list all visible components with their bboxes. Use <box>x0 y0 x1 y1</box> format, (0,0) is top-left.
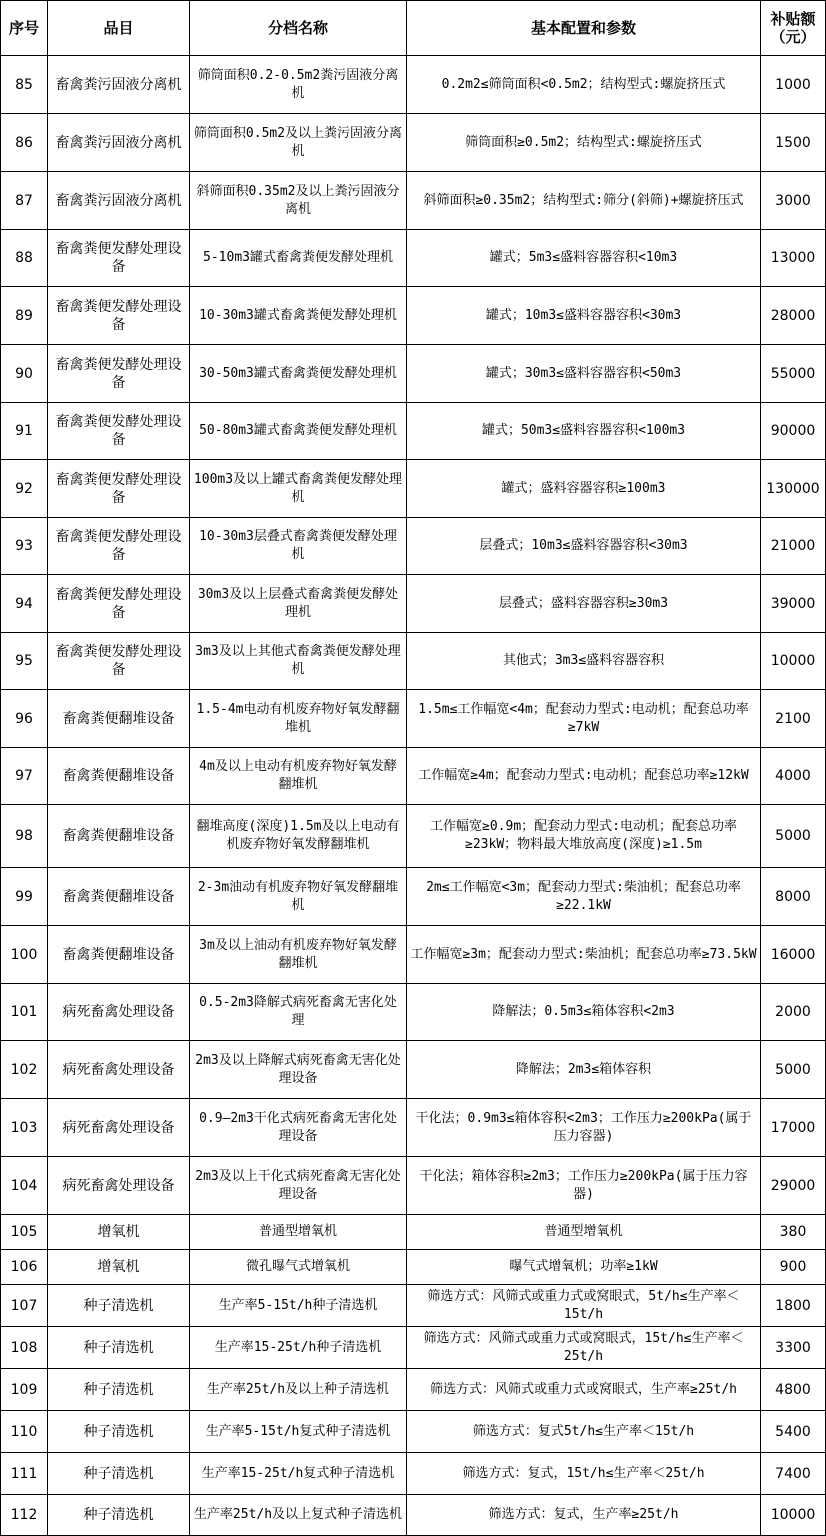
row-spec: 筛选方式：复式，生产率≥25t/h <box>407 1495 761 1536</box>
row-spec: 工作幅宽≥4m；配套动力型式:电动机；配套总功率≥12kW <box>407 748 761 805</box>
table-row <box>1 1250 826 1285</box>
table-row <box>1 460 826 518</box>
row-subsidy-amount: 2000 <box>761 984 826 1041</box>
table-row <box>1 1157 826 1215</box>
row-spec: 筛选方式：风筛式或重力式或窝眼式，生产率≥25t/h <box>407 1369 761 1411</box>
row-tier-name: 0.9—2m3干化式病死畜禽无害化处理设备 <box>190 1099 407 1157</box>
row-subsidy-amount: 10000 <box>761 633 826 690</box>
row-item: 种子清选机 <box>48 1453 190 1495</box>
row-spec: 罐式；盛料容器容积≥100m3 <box>407 460 761 518</box>
row-item: 种子清选机 <box>48 1285 190 1327</box>
row-item: 畜禽粪便发酵处理设备 <box>48 345 190 403</box>
table-row <box>1 56 826 114</box>
row-spec: 降解法；0.5m3≤箱体容积<2m3 <box>407 984 761 1041</box>
row-subsidy-amount: 21000 <box>761 518 826 575</box>
row-tier-name: 生产率5-15t/h复式种子清选机 <box>190 1411 407 1453</box>
row-tier-name: 10-30m3罐式畜禽粪便发酵处理机 <box>190 287 407 345</box>
table-row <box>1 518 826 575</box>
row-tier-name: 2m3及以上干化式病死畜禽无害化处理设备 <box>190 1157 407 1215</box>
row-item: 畜禽粪便发酵处理设备 <box>48 633 190 690</box>
row-item: 病死畜禽处理设备 <box>48 1041 190 1099</box>
row-spec: 罐式；10m3≤盛料容器容积<30m3 <box>407 287 761 345</box>
table-row <box>1 1099 826 1157</box>
row-number: 90 <box>1 345 48 403</box>
table-row <box>1 172 826 230</box>
row-spec: 层叠式；10m3≤盛料容器容积<30m3 <box>407 518 761 575</box>
row-number: 93 <box>1 518 48 575</box>
row-subsidy-amount: 3300 <box>761 1327 826 1369</box>
row-number: 103 <box>1 1099 48 1157</box>
row-item: 畜禽粪便发酵处理设备 <box>48 460 190 518</box>
row-subsidy-amount: 1500 <box>761 114 826 172</box>
row-subsidy-amount: 17000 <box>761 1099 826 1157</box>
row-tier-name: 筛筒面积0.5m2及以上粪污固液分离机 <box>190 114 407 172</box>
table-row <box>1 984 826 1041</box>
row-number: 91 <box>1 403 48 460</box>
row-number: 112 <box>1 1495 48 1536</box>
row-number: 99 <box>1 868 48 926</box>
row-item: 畜禽粪污固液分离机 <box>48 172 190 230</box>
row-spec: 工作幅宽≥0.9m；配套动力型式:电动机；配套总功率≥23kW；物料最大堆放高度(深度)≥1.5m <box>407 805 761 868</box>
row-tier-name: 3m3及以上其他式畜禽粪便发酵处理机 <box>190 633 407 690</box>
table-row <box>1 1327 826 1369</box>
row-tier-name: 微孔曝气式增氧机 <box>190 1250 407 1285</box>
row-spec: 罐式；50m3≤盛料容器容积<100m3 <box>407 403 761 460</box>
row-item: 畜禽粪便翻堆设备 <box>48 748 190 805</box>
row-number: 97 <box>1 748 48 805</box>
header-row <box>1 1 826 56</box>
row-number: 85 <box>1 56 48 114</box>
row-number: 107 <box>1 1285 48 1327</box>
row-item: 种子清选机 <box>48 1327 190 1369</box>
row-subsidy-amount: 28000 <box>761 287 826 345</box>
table-row <box>1 748 826 805</box>
row-subsidy-amount: 10000 <box>761 1495 826 1536</box>
row-tier-name: 50-80m3罐式畜禽粪便发酵处理机 <box>190 403 407 460</box>
row-number: 92 <box>1 460 48 518</box>
header-no: 序号 <box>1 1 48 56</box>
row-number: 100 <box>1 926 48 984</box>
row-item: 畜禽粪便翻堆设备 <box>48 690 190 748</box>
row-tier-name: 30m3及以上层叠式畜禽粪便发酵处理机 <box>190 575 407 633</box>
row-spec: 罐式；30m3≤盛料容器容积<50m3 <box>407 345 761 403</box>
row-subsidy-amount: 7400 <box>761 1453 826 1495</box>
row-number: 105 <box>1 1215 48 1250</box>
row-subsidy-amount: 1800 <box>761 1285 826 1327</box>
row-number: 96 <box>1 690 48 748</box>
row-spec: 降解法；2m3≤箱体容积 <box>407 1041 761 1099</box>
row-tier-name: 5-10m3罐式畜禽粪便发酵处理机 <box>190 230 407 287</box>
row-item: 病死畜禽处理设备 <box>48 1157 190 1215</box>
row-number: 102 <box>1 1041 48 1099</box>
row-number: 101 <box>1 984 48 1041</box>
row-number: 89 <box>1 287 48 345</box>
row-spec: 2m≤工作幅宽<3m；配套动力型式:柴油机；配套总功率≥22.1kW <box>407 868 761 926</box>
row-subsidy-amount: 130000 <box>761 460 826 518</box>
table-body <box>1 56 826 1536</box>
row-item: 种子清选机 <box>48 1369 190 1411</box>
row-item: 病死畜禽处理设备 <box>48 1099 190 1157</box>
row-spec: 筛选方式：风筛式或重力式或窝眼式，15t/h≤生产率＜25t/h <box>407 1327 761 1369</box>
row-number: 109 <box>1 1369 48 1411</box>
table-row <box>1 345 826 403</box>
table-row <box>1 1495 826 1536</box>
row-number: 88 <box>1 230 48 287</box>
row-spec: 1.5m≤工作幅宽<4m；配套动力型式:电动机；配套总功率≥7kW <box>407 690 761 748</box>
row-item: 增氧机 <box>48 1250 190 1285</box>
row-tier-name: 生产率25t/h及以上种子清选机 <box>190 1369 407 1411</box>
row-spec: 筛选方式：复式，15t/h≤生产率＜25t/h <box>407 1453 761 1495</box>
table-row <box>1 287 826 345</box>
row-spec: 筛选方式：复式5t/h≤生产率＜15t/h <box>407 1411 761 1453</box>
table-row <box>1 1041 826 1099</box>
row-subsidy-amount: 5000 <box>761 805 826 868</box>
row-item: 畜禽粪便发酵处理设备 <box>48 230 190 287</box>
table-row <box>1 868 826 926</box>
row-tier-name: 10-30m3层叠式畜禽粪便发酵处理机 <box>190 518 407 575</box>
row-number: 106 <box>1 1250 48 1285</box>
row-number: 86 <box>1 114 48 172</box>
row-subsidy-amount: 4800 <box>761 1369 826 1411</box>
row-item: 畜禽粪便发酵处理设备 <box>48 403 190 460</box>
row-number: 98 <box>1 805 48 868</box>
row-subsidy-amount: 5400 <box>761 1411 826 1453</box>
row-spec: 干化法；箱体容积≥2m3；工作压力≥200kPa(属于压力容器) <box>407 1157 761 1215</box>
table-row <box>1 690 826 748</box>
row-tier-name: 100m3及以上罐式畜禽粪便发酵处理机 <box>190 460 407 518</box>
row-item: 畜禽粪污固液分离机 <box>48 56 190 114</box>
row-subsidy-amount: 380 <box>761 1215 826 1250</box>
row-tier-name: 生产率15-25t/h复式种子清选机 <box>190 1453 407 1495</box>
row-number: 111 <box>1 1453 48 1495</box>
row-subsidy-amount: 3000 <box>761 172 826 230</box>
table-row <box>1 230 826 287</box>
table-row <box>1 1215 826 1250</box>
header-tier: 分档名称 <box>190 1 407 56</box>
row-tier-name: 翻堆高度(深度)1.5m及以上电动有机废弃物好氧发酵翻堆机 <box>190 805 407 868</box>
header-item: 品目 <box>48 1 190 56</box>
row-subsidy-amount: 39000 <box>761 575 826 633</box>
row-item: 畜禽粪便翻堆设备 <box>48 805 190 868</box>
row-tier-name: 生产率5-15t/h种子清选机 <box>190 1285 407 1327</box>
row-subsidy-amount: 900 <box>761 1250 826 1285</box>
header-spec: 基本配置和参数 <box>407 1 761 56</box>
row-subsidy-amount: 1000 <box>761 56 826 114</box>
row-tier-name: 30-50m3罐式畜禽粪便发酵处理机 <box>190 345 407 403</box>
row-spec: 罐式；5m3≤盛料容器容积<10m3 <box>407 230 761 287</box>
row-item: 畜禽粪污固液分离机 <box>48 114 190 172</box>
row-item: 畜禽粪便翻堆设备 <box>48 868 190 926</box>
row-spec: 其他式；3m3≤盛料容器容积 <box>407 633 761 690</box>
row-spec: 工作幅宽≥3m；配套动力型式:柴油机；配套总功率≥73.5kW <box>407 926 761 984</box>
row-tier-name: 0.5-2m3降解式病死畜禽无害化处理 <box>190 984 407 1041</box>
row-tier-name: 普通型增氧机 <box>190 1215 407 1250</box>
row-tier-name: 筛筒面积0.2-0.5m2粪污固液分离机 <box>190 56 407 114</box>
row-number: 95 <box>1 633 48 690</box>
row-item: 畜禽粪便发酵处理设备 <box>48 575 190 633</box>
table-row <box>1 1285 826 1327</box>
row-tier-name: 2-3m油动有机废弃物好氧发酵翻堆机 <box>190 868 407 926</box>
table-row <box>1 403 826 460</box>
row-subsidy-amount: 16000 <box>761 926 826 984</box>
row-tier-name: 1.5-4m电动有机废弃物好氧发酵翻堆机 <box>190 690 407 748</box>
table-row <box>1 805 826 868</box>
row-number: 94 <box>1 575 48 633</box>
table-row <box>1 633 826 690</box>
row-subsidy-amount: 90000 <box>761 403 826 460</box>
row-item: 增氧机 <box>48 1215 190 1250</box>
row-tier-name: 斜筛面积0.35m2及以上粪污固液分离机 <box>190 172 407 230</box>
row-subsidy-amount: 55000 <box>761 345 826 403</box>
row-subsidy-amount: 4000 <box>761 748 826 805</box>
row-spec: 斜筛面积≥0.35m2；结构型式:筛分(斜筛)+螺旋挤压式 <box>407 172 761 230</box>
row-item: 畜禽粪便翻堆设备 <box>48 926 190 984</box>
row-number: 104 <box>1 1157 48 1215</box>
row-number: 87 <box>1 172 48 230</box>
table-row <box>1 114 826 172</box>
row-item: 种子清选机 <box>48 1411 190 1453</box>
row-subsidy-amount: 29000 <box>761 1157 826 1215</box>
row-tier-name: 3m及以上油动有机废弃物好氧发酵翻堆机 <box>190 926 407 984</box>
row-spec: 普通型增氧机 <box>407 1215 761 1250</box>
row-item: 种子清选机 <box>48 1495 190 1536</box>
row-subsidy-amount: 2100 <box>761 690 826 748</box>
row-subsidy-amount: 13000 <box>761 230 826 287</box>
row-item: 病死畜禽处理设备 <box>48 984 190 1041</box>
row-tier-name: 2m3及以上降解式病死畜禽无害化处理设备 <box>190 1041 407 1099</box>
row-tier-name: 生产率25t/h及以上复式种子清选机 <box>190 1495 407 1536</box>
table-row <box>1 926 826 984</box>
table-row <box>1 1369 826 1411</box>
row-spec: 层叠式；盛料容器容积≥30m3 <box>407 575 761 633</box>
row-item: 畜禽粪便发酵处理设备 <box>48 518 190 575</box>
row-tier-name: 生产率15-25t/h种子清选机 <box>190 1327 407 1369</box>
row-subsidy-amount: 5000 <box>761 1041 826 1099</box>
table-row <box>1 1411 826 1453</box>
table-row <box>1 575 826 633</box>
row-number: 110 <box>1 1411 48 1453</box>
row-spec: 0.2m2≤筛筒面积<0.5m2；结构型式:螺旋挤压式 <box>407 56 761 114</box>
row-item: 畜禽粪便发酵处理设备 <box>48 287 190 345</box>
row-tier-name: 4m及以上电动有机废弃物好氧发酵翻堆机 <box>190 748 407 805</box>
table-row <box>1 1453 826 1495</box>
row-spec: 筛筒面积≥0.5m2；结构型式:螺旋挤压式 <box>407 114 761 172</box>
row-spec: 筛选方式：风筛式或重力式或窝眼式，5t/h≤生产率＜15t/h <box>407 1285 761 1327</box>
row-number: 108 <box>1 1327 48 1369</box>
row-subsidy-amount: 8000 <box>761 868 826 926</box>
header-amount: 补贴额（元） <box>761 1 826 56</box>
row-spec: 曝气式增氧机；功率≥1kW <box>407 1250 761 1285</box>
row-spec: 干化法；0.9m3≤箱体容积<2m3；工作压力≥200kPa(属于压力容器) <box>407 1099 761 1157</box>
